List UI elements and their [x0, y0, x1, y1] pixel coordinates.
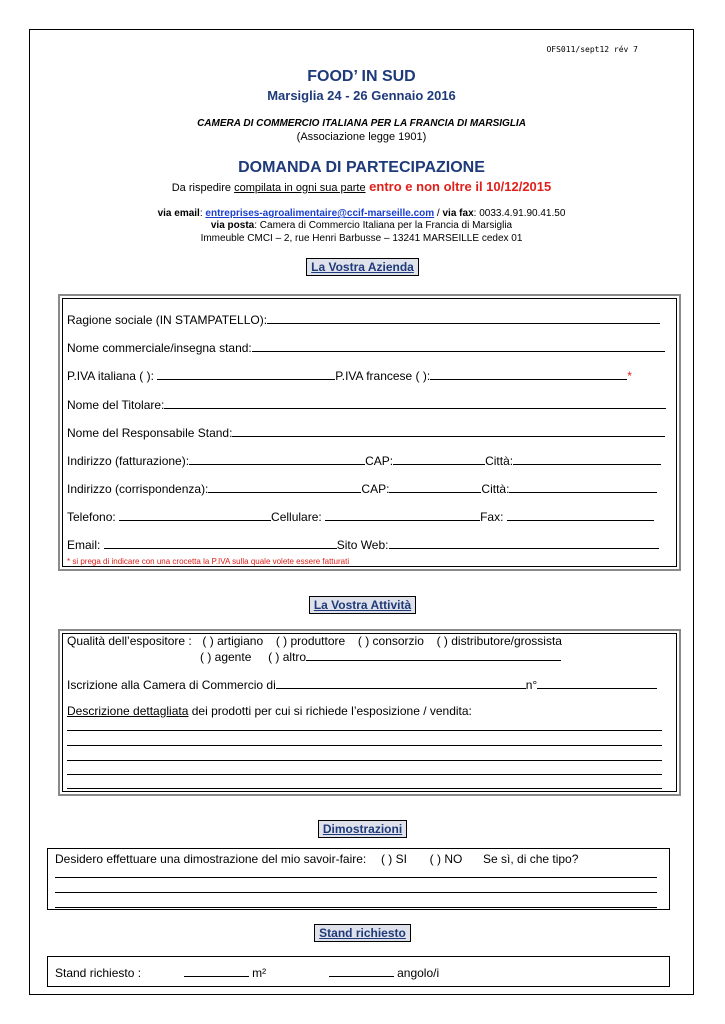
organization-note: (Associazione legge 1901)	[296, 131, 427, 143]
option-altro[interactable]: ( ) altro	[268, 650, 307, 664]
telefono-input[interactable]	[119, 509, 271, 521]
document-reference: OFS011/sept12 rév 7	[546, 45, 638, 54]
row-qualita-2	[200, 649, 561, 664]
descrizione-line[interactable]	[67, 788, 662, 789]
event-dates: Marsiglia 24 - 26 Gennaio 2016	[267, 88, 456, 103]
nome-commerciale-input[interactable]	[252, 340, 665, 352]
fax-number: 0033.4.91.90.41.50	[479, 208, 566, 219]
form-title: DOMANDA DI PARTECIPAZIONE	[238, 159, 485, 176]
cap-fatturazione-input[interactable]	[393, 453, 485, 465]
row-telefono: Telefono: Cellulare: Fax:	[67, 509, 654, 524]
dimostrazione-no-option[interactable]: ( ) NO	[429, 852, 463, 866]
stand-mq-input[interactable]	[184, 965, 249, 977]
option-consorzio[interactable]: ( ) consorzio	[357, 634, 424, 648]
row-nome-commerciale: Nome commerciale/insegna stand:	[67, 340, 665, 355]
row-descrizione: Descrizione dettagliata dei prodotti per cui si richiede l’esposizione / vendita:	[67, 704, 472, 718]
dimostrazione-si-option[interactable]: ( ) SI	[380, 852, 407, 866]
option-artigiano[interactable]: ( ) artigiano	[202, 634, 264, 648]
dimostrazione-line[interactable]	[55, 892, 657, 893]
row-ragione: Ragione sociale (IN STAMPATELLO):	[67, 312, 660, 327]
iscrizione-input[interactable]	[276, 677, 526, 689]
altro-input[interactable]	[306, 649, 561, 661]
email-link[interactable]: entreprises-agroalimentaire@ccif-marseille.com	[205, 208, 435, 219]
option-agente[interactable]: ( ) agente	[200, 650, 252, 664]
piva-italiana-input[interactable]	[157, 368, 335, 380]
send-instructions: Da rispedire compilata in ogni sua parte entro e non oltre il 10/12/2015	[171, 179, 552, 194]
event-title: FOOD’ IN SUD	[307, 68, 416, 85]
row-responsabile: Nome del Responsabile Stand:	[67, 425, 665, 440]
row-indirizzo-fatturazione: Indirizzo (fatturazione): CAP: Città:	[67, 453, 661, 468]
row-stand: Stand richiesto : m² angolo/i	[55, 966, 440, 980]
section-heading-stand: Stand richiesto	[314, 924, 411, 942]
row-dimostrazione: Desidero effettuare una dimostrazione del mio savoir-faire: ( ) SI ( ) NO Se sì, di che tipo?	[55, 852, 579, 866]
sito-web-input[interactable]	[389, 537, 659, 549]
stand-angolo-input[interactable]	[329, 965, 394, 977]
piva-note: * si prega di indicare con una crocetta la P.IVA sulla quale volete essere fatturati	[67, 557, 350, 566]
piva-francese-input[interactable]	[430, 368, 627, 380]
option-distributore[interactable]: ( ) distributore/grossista	[436, 634, 562, 648]
responsabile-input[interactable]	[232, 425, 665, 437]
section-heading-dimostrazioni: Dimostrazioni	[318, 820, 407, 838]
descrizione-line[interactable]	[67, 760, 662, 761]
iscrizione-numero-input[interactable]	[537, 677, 657, 689]
email-input[interactable]	[104, 537, 337, 549]
deadline: entro e non oltre il 10/12/2015	[365, 179, 552, 194]
descrizione-line[interactable]	[67, 730, 662, 731]
descrizione-line[interactable]	[67, 774, 662, 775]
option-produttore[interactable]: ( ) produttore	[275, 634, 346, 648]
descrizione-line[interactable]	[67, 745, 662, 746]
row-indirizzo-corrispondenza: Indirizzo (corrispondenza): CAP: Città:	[67, 481, 657, 496]
citta-corrispondenza-input[interactable]	[509, 481, 657, 493]
cellulare-input[interactable]	[325, 509, 480, 521]
contact-address: Immeuble CMCI – 2, rue Henri Barbusse – 13241 MARSEILLE cedex 01	[200, 233, 523, 244]
indirizzo-corrispondenza-input[interactable]	[208, 481, 361, 493]
section-heading-attivita: La Vostra Attività	[309, 596, 416, 614]
row-piva: P.IVA italiana ( ): P.IVA francese ( ): *	[67, 369, 632, 383]
row-titolare: Nome del Titolare:	[67, 397, 666, 412]
contact-post: via posta: Camera di Commercio Italiana per la Francia di Marsiglia	[210, 220, 513, 231]
cap-corrispondenza-input[interactable]	[389, 481, 481, 493]
ragione-input[interactable]	[267, 312, 660, 324]
organization-name: CAMERA DI COMMERCIO ITALIANA PER LA FRANCIA DI MARSIGLIA	[197, 118, 526, 129]
titolare-input[interactable]	[164, 397, 666, 409]
dimostrazione-line[interactable]	[55, 907, 657, 908]
row-email: Email: Sito Web:	[67, 537, 659, 552]
send-complete-note: compilata in ogni sua parte	[234, 182, 366, 194]
section-heading-azienda: La Vostra Azienda	[306, 258, 419, 276]
piva-asterisk: *	[627, 369, 632, 383]
contact-email-fax: via email: entreprises-agroalimentaire@ccif-marseille.com / via fax: 0033.4.91.90.41.50	[157, 208, 566, 219]
fax-input[interactable]	[507, 509, 654, 521]
citta-fatturazione-input[interactable]	[513, 453, 661, 465]
dimostrazione-line[interactable]	[55, 877, 657, 878]
indirizzo-fatturazione-input[interactable]	[189, 453, 365, 465]
row-iscrizione: Iscrizione alla Camera di Commercio di n°	[67, 677, 657, 692]
row-qualita: Qualità dell’espositore : ( ) artigiano ( ) produttore ( ) consorzio ( ) distributore/grossista	[67, 634, 562, 648]
